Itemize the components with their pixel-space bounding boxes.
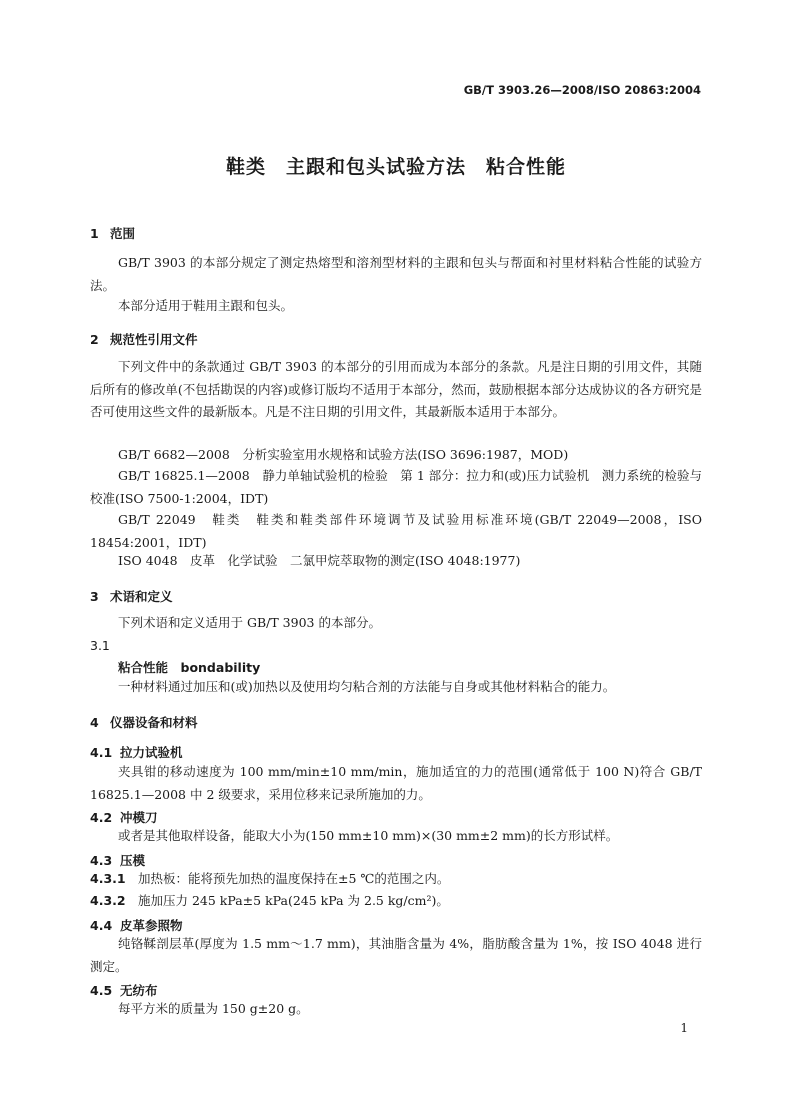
section-number: 4.5 <box>90 983 113 998</box>
section-number: 3 <box>90 589 99 604</box>
section-4-heading <box>90 713 198 731</box>
subsection-4-4-heading <box>90 916 183 934</box>
term-definition: 一种材料通过加压和(或)加热以及使用均匀粘合剂的方法能与自身或其他材料粘合的能力。 <box>118 679 616 694</box>
subsection-4-5-heading <box>90 981 158 999</box>
section-title: 规范性引用文件 <box>110 332 198 347</box>
term-number: 3.1 <box>90 638 110 653</box>
terms-intro: 下列术语和定义适用于 GB/T 3903 的本部分。 <box>118 615 381 630</box>
subsection-4-2-heading <box>90 808 158 826</box>
section-number: 4.2 <box>90 810 113 825</box>
standard-code: GB/T 3903.26—2008/ISO 20863:2004 <box>463 83 701 97</box>
section-title: 范围 <box>110 226 136 241</box>
reference-item: GB/T 22049 鞋类 鞋类和鞋类部件环境调节及试验用标准环境(GB/T 22049—2008，ISO 18454:2001，IDT) <box>90 512 702 550</box>
clause-number: 4.3.2 <box>90 893 126 908</box>
reference-item: GB/T 6682—2008 分析实验室用水规格和试验方法(ISO 3696:1987，MOD) <box>118 447 569 462</box>
section-title: 皮革参照物 <box>120 918 183 933</box>
clause-4-3-1 <box>90 868 702 891</box>
normative-intro: 下列文件中的条款通过 GB/T 3903 的本部分的引用而成为本部分的条款。凡是注日期的引用文件，其随后所有的修改单(不包括勘误的内容)或修订版均不适用于本部分，然而，鼓励根据本部分达成协议的各方研究是否可使用这些文件的最新版本。凡是不注日期的引用文件，其最新版本适用于本部分。 <box>90 359 702 419</box>
reference-leather-text: 纯铬鞣剖层革(厚度为 1.5 mm～1.7 mm)，其油脂含量为 4%，脂肪酸含量为 1%，按 ISO 4048 进行测定。 <box>90 936 702 974</box>
section-number: 4.3 <box>90 853 113 868</box>
section-title: 术语和定义 <box>110 589 173 604</box>
reference-item: ISO 4048 皮革 化学试验 二氯甲烷萃取物的测定(ISO 4048:1977) <box>118 553 521 568</box>
section-2-heading <box>90 330 198 348</box>
reference-item: GB/T 16825.1—2008 静力单轴试验机的检验 第 1 部分：拉力和(或)压力试验机 测力系统的检验与校准(ISO 7500-1:2004，IDT) <box>90 468 702 506</box>
tensile-machine-text: 夹具钳的移动速度为 100 mm/min±10 mm/min，施加适宜的力的范围(通常低于 100 N)符合 GB/T 16825.1—2008 中 2 级要求，采用位移来记录所施加的力。 <box>90 764 702 802</box>
section-number: 4.1 <box>90 745 113 760</box>
cutting-die-text: 或者是其他取样设备，能取大小为(150 mm±10 mm)×(30 mm±2 mm)的长方形试样。 <box>118 828 619 843</box>
section-number: 1 <box>90 226 99 241</box>
section-number: 4 <box>90 715 99 730</box>
section-3-heading <box>90 587 173 605</box>
subsection-4-1-heading <box>90 743 183 761</box>
page-number: 1 <box>680 1021 688 1035</box>
section-title: 无纺布 <box>120 983 158 998</box>
term-name: 粘合性能 bondability <box>118 660 261 675</box>
clause-text: 加热板：能将预先加热的温度保持在±5 ℃的范围之内。 <box>138 871 450 886</box>
clause-text: 施加压力 245 kPa±5 kPa(245 kPa 为 2.5 kg/cm²)。 <box>138 893 449 908</box>
nonwoven-text: 每平方米的质量为 150 g±20 g。 <box>118 1001 309 1016</box>
section-title: 压模 <box>120 853 146 868</box>
subsection-4-3-heading <box>90 851 145 869</box>
clause-number: 4.3.1 <box>90 871 126 886</box>
section-number: 4.4 <box>90 918 113 933</box>
document-title: 鞋类 主跟和包头试验方法 粘合性能 <box>225 156 566 178</box>
scope-applicability: 本部分适用于鞋用主跟和包头。 <box>118 298 294 313</box>
clause-4-3-2 <box>90 890 702 913</box>
scope-paragraph: GB/T 3903 的本部分规定了测定热熔型和溶剂型材料的主跟和包头与帮面和衬里材料粘合性能的试验方法。 <box>90 255 702 293</box>
section-number: 2 <box>90 332 99 347</box>
section-1-heading <box>90 224 135 242</box>
section-title: 仪器设备和材料 <box>110 715 198 730</box>
section-title: 冲模刀 <box>120 810 158 825</box>
section-title: 拉力试验机 <box>120 745 183 760</box>
